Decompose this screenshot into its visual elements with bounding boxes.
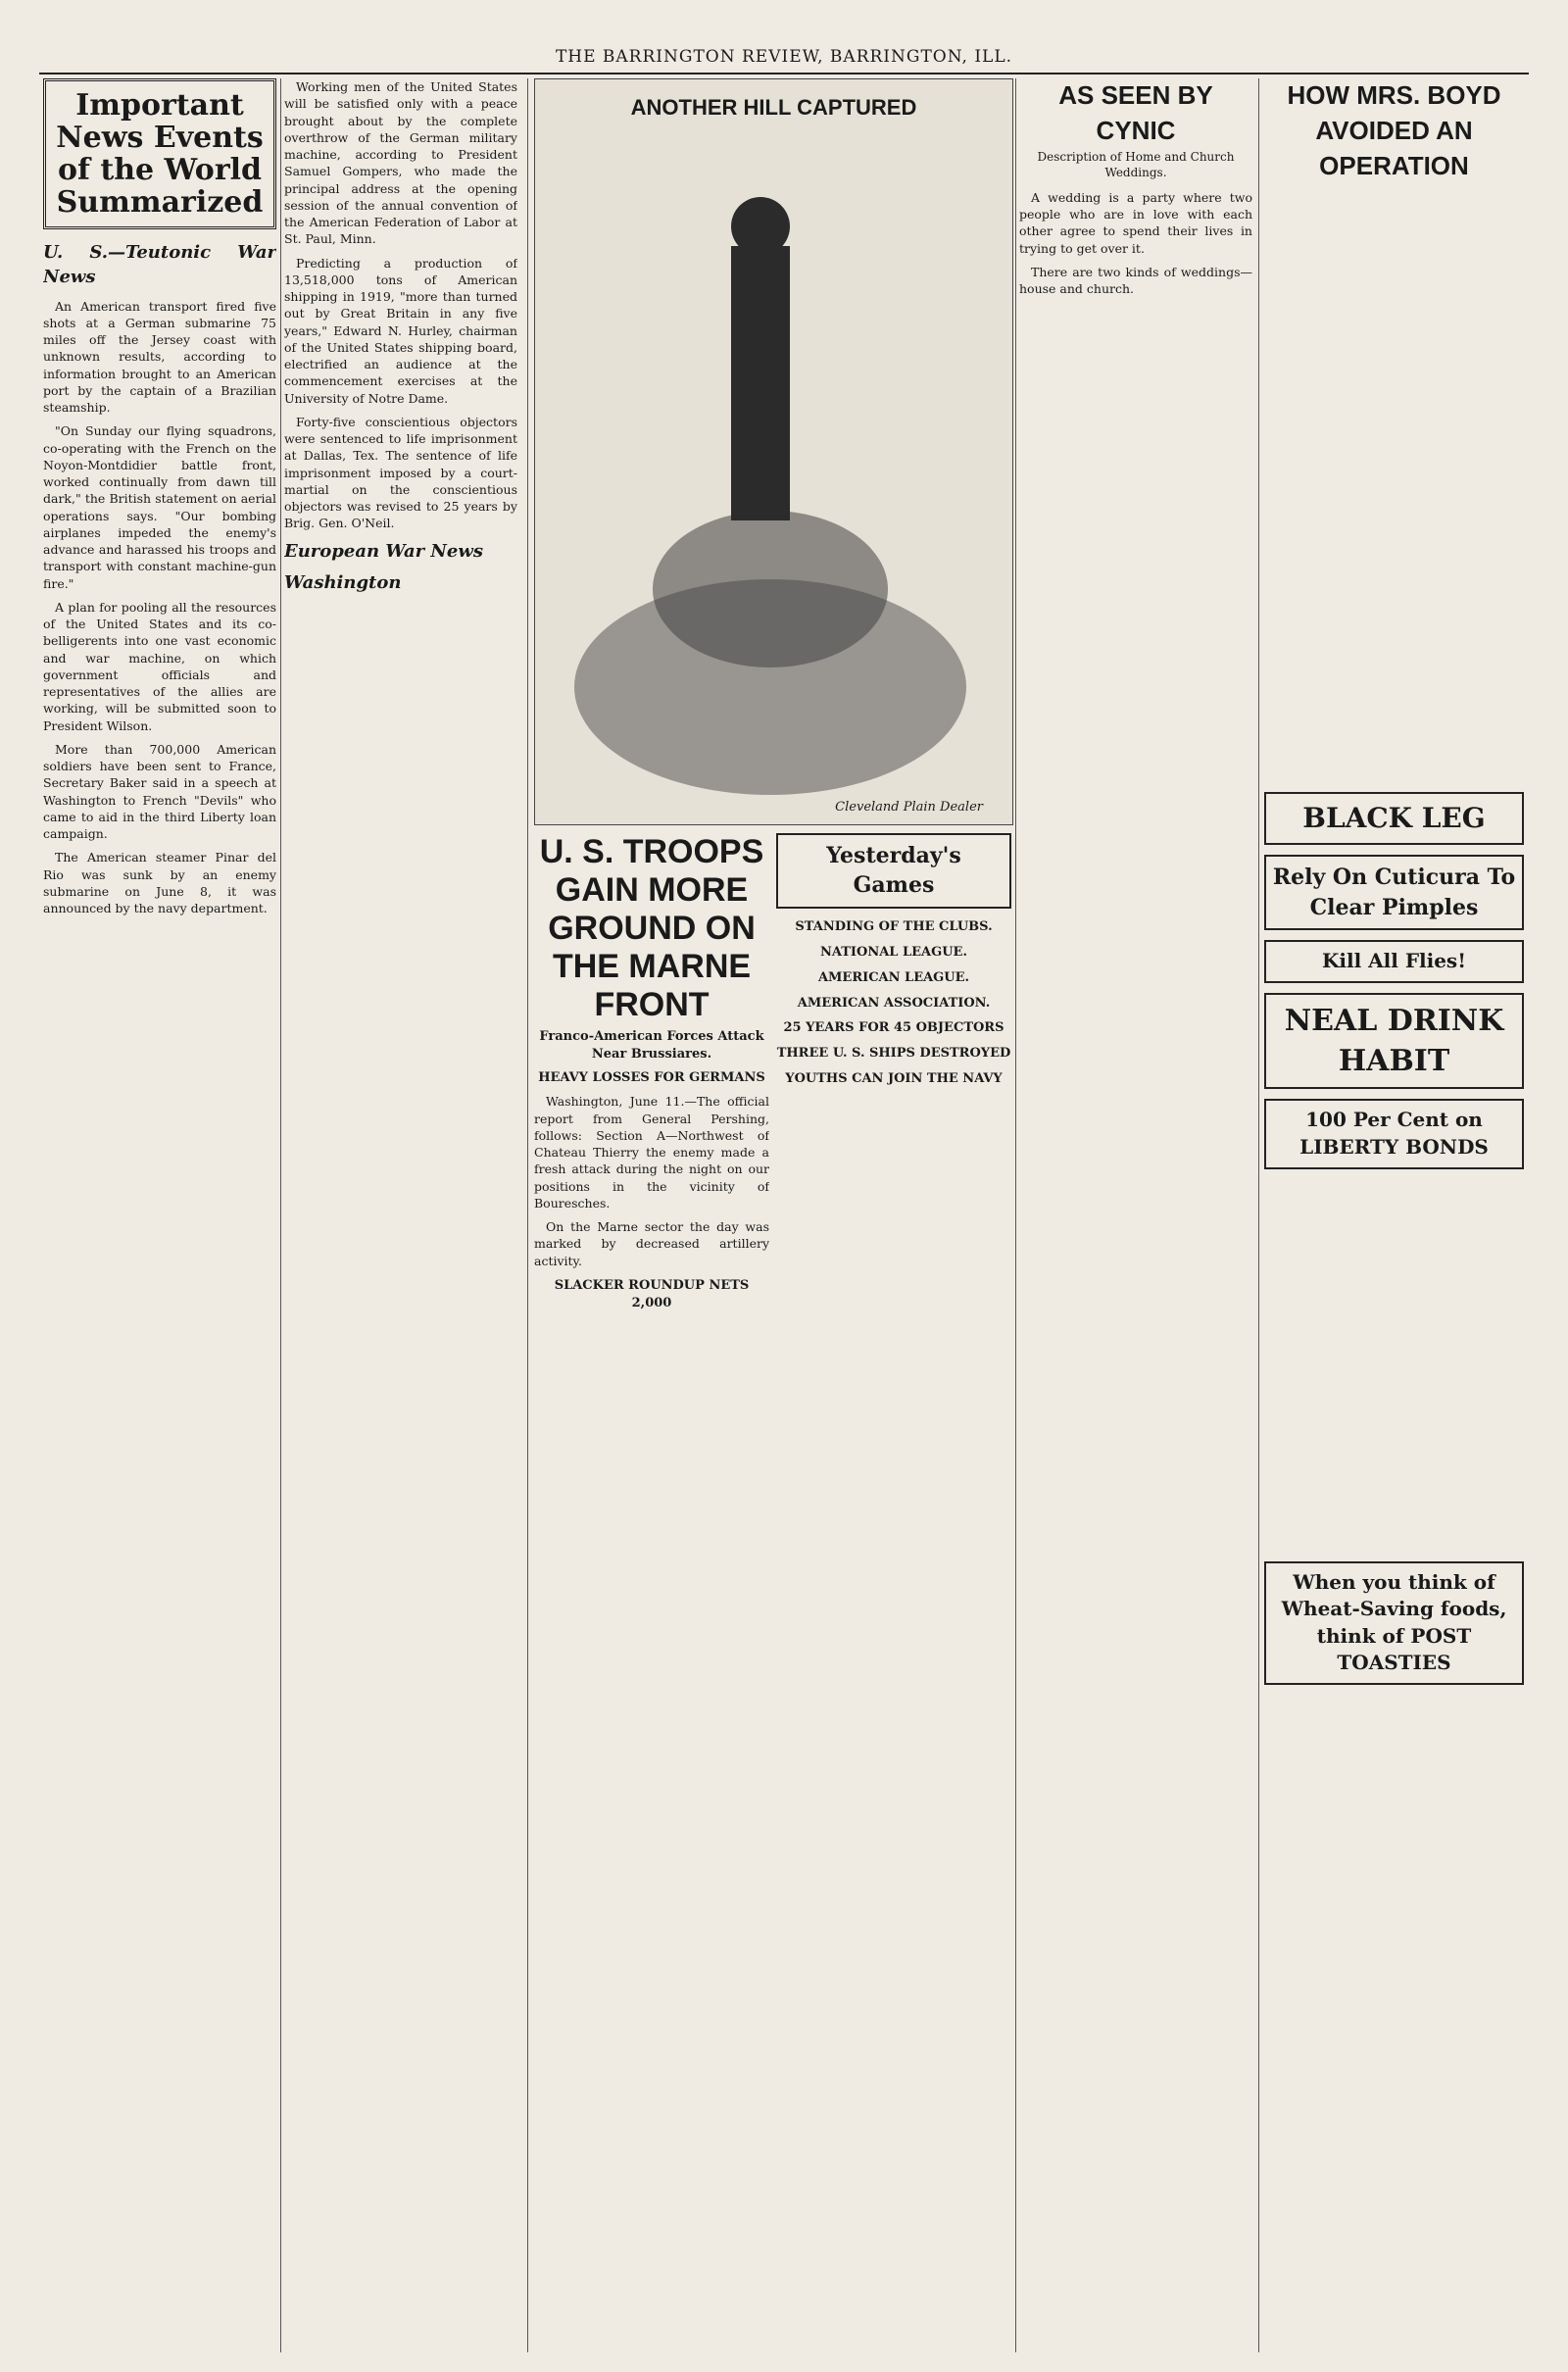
ad-post-toasties: When you think of Wheat-Saving foods, think of POST TOASTIES [1264, 1561, 1524, 1685]
section-european-war: European War News [284, 540, 483, 562]
article-paragraph: Predicting a production of 13,518,000 tons of American shipping in 1919, "more than turned out by Great Britain in any five years," Edward N. Hurley, chairman of the United States shipping board, electrified an audience at the commencement exercises at the University of Notre Dame. [284, 255, 517, 406]
article-paragraph: "On Sunday our flying squadrons, co-operating with the French on the Noyon-Montdidier battle front, worked continually from dawn till dark," the British statement on aerial operations says. "Our bombing airplanes impeded the enemy's advance and harassed his troops and transport with constant machine-gun fire." [43, 423, 276, 591]
headline-yesterdays-games: Yesterday's Games [776, 833, 1011, 909]
article-paragraph: Washington, June 11.—The official report from General Pershing, follows: Section A—Northwest of Chateau Thierry the enemy made a fresh attack during the night on our positions in the vicinity of Bouresches. [534, 1094, 769, 1211]
league-national: NATIONAL LEAGUE. [820, 944, 967, 960]
article-paragraph: The American steamer Pinar del Rio was sunk by an enemy submarine on June 8, it was announced by the navy department. [43, 850, 276, 916]
ad-blackleg: BLACK LEG [1264, 792, 1524, 846]
ad-cuticura: Rely On Cuticura To Clear Pimples [1264, 855, 1524, 930]
headline-slacker: SLACKER ROUNDUP NETS 2,000 [554, 1277, 750, 1310]
column-c [534, 833, 769, 2352]
deck-weddings: Description of Home and Church Weddings. [1037, 149, 1235, 180]
cartoon-illustration [535, 79, 1012, 824]
article-paragraph: A plan for pooling all the resources of the United States and its co-belligerents into one vast economic and war machine, on which government officials and representatives of the allies are working, will be submitted soon to President Wilson. [43, 599, 276, 733]
league-association: AMERICAN ASSOCIATION. [797, 995, 991, 1011]
article-paragraph: A wedding is a party where two people who are in love with each other agree to spend their lives in trying to get over it. [1019, 189, 1252, 256]
ad-liberty: 100 Per Cent on LIBERTY BONDS [1264, 1099, 1524, 1168]
headline-cynic: AS SEEN BY CYNIC [1058, 80, 1213, 145]
article-paragraph: Forty-five conscientious objectors were sentenced to life imprisonment at Dallas, Tex. The sentence of life imprisonment imposed by a court-martial on the conscientious objectors was revised to 25 years by Brig. Gen. O'Neil. [284, 414, 517, 531]
article-paragraph: Working men of the United States will be satisfied only with a peace brought about by the complete overthrow of the German military machine, according to President Samuel Gompers, who made the principal address at the opening session of the annual convention of the American Federation of Labor at St. Paul, Minn. [284, 79, 517, 247]
ad-neal: NEAL DRINK HABIT [1264, 993, 1524, 1090]
subhead-losses: HEAVY LOSSES FOR GERMANS [538, 1070, 765, 1086]
ad-flies: Kill All Flies! [1264, 940, 1524, 983]
section-us-teutonic: U. S.—Teutonic War News [43, 242, 276, 287]
masthead: THE BARRINGTON REVIEW, BARRINGTON, ILL. [39, 47, 1529, 74]
summary-box [43, 78, 276, 229]
article-paragraph: An American transport fired five shots at a German submarine 75 miles off the Jersey coast with unknown results, according to information brought to an American port by the captain of a Brazilian steamship. [43, 298, 276, 416]
cartoon-title: ANOTHER HILL CAPTURED [630, 95, 917, 120]
cartoon-signature: Cleveland Plain Dealer [835, 800, 983, 815]
column-a [43, 78, 276, 2352]
cartoon-panel [534, 78, 1013, 825]
headline-ships: THREE U. S. SHIPS DESTROYED [776, 1046, 1011, 1062]
headline-us-troops: U. S. TROOPS GAIN MORE GROUND ON THE MARNE FRONT [539, 833, 764, 1024]
article-paragraph: There are two kinds of weddings—house and church. [1019, 264, 1252, 297]
standing-header: STANDING OF THE CLUBS. [795, 918, 993, 934]
summary-title: Important News Events of the World Summarized [56, 88, 264, 220]
section-washington: Washington [284, 572, 402, 594]
subhead-franco: Franco-American Forces Attack Near Brussiares. [539, 1029, 764, 1062]
headline-boyd: HOW MRS. BOYD AVOIDED AN OPERATION [1287, 80, 1501, 180]
headline-navy: YOUTHS CAN JOIN THE NAVY [785, 1071, 1003, 1087]
column-f [1264, 78, 1524, 2352]
column-e [1019, 78, 1252, 2352]
column-d [776, 833, 1011, 2352]
league-american: AMERICAN LEAGUE. [817, 969, 970, 985]
column-b [284, 78, 517, 2352]
article-paragraph: More than 700,000 American soldiers have been sent to France, Secretary Baker said in a speech at Washington to French "Devils" who came to aid in the third Liberty loan campaign. [43, 741, 276, 842]
headline-objectors: 25 YEARS FOR 45 OBJECTORS [783, 1020, 1004, 1036]
article-paragraph: On the Marne sector the day was marked by decreased artillery activity. [534, 1219, 769, 1268]
